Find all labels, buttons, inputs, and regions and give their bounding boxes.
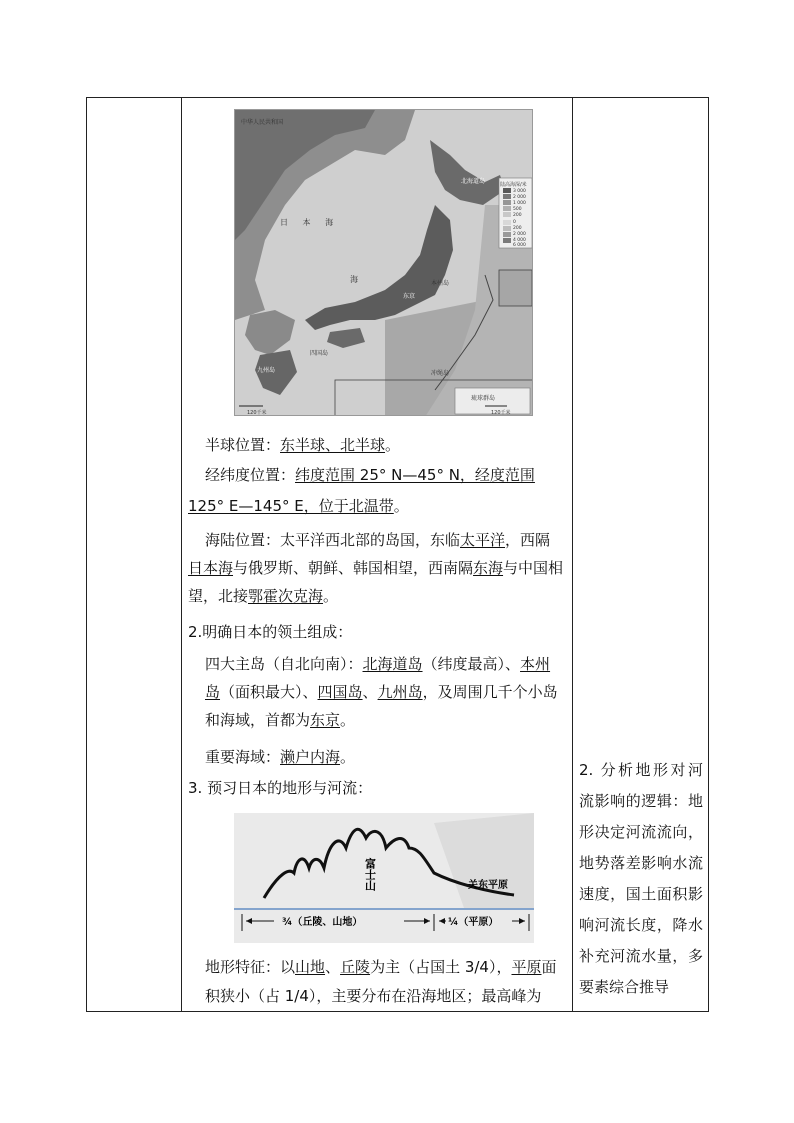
- answer-east-sea: 东海: [473, 559, 504, 577]
- p1-end: 。: [385, 436, 401, 454]
- p2-answer-2: 125° E—145° E，位于北温带: [188, 497, 394, 515]
- legend-value-4: 200: [513, 213, 522, 218]
- fuji-label: 富士山: [363, 858, 377, 891]
- legend-value-6: 200: [513, 226, 522, 231]
- p6-b: 、: [325, 958, 341, 976]
- hills-mountains-range: ¾（丘陵、山地）: [282, 917, 363, 928]
- p3-c: 与俄罗斯、朝鲜、韩国相望，西南隔: [233, 559, 474, 577]
- label-sea-char: 海: [350, 275, 358, 284]
- answer-mountain: 山地: [295, 958, 326, 976]
- p4-b: （纬度最高）、: [422, 655, 521, 673]
- p4-a: 四大主岛（自北向南）：: [205, 655, 363, 673]
- kanto-plain-label: 关东平原: [468, 880, 508, 891]
- answer-honshu: 本州岛: [205, 655, 551, 701]
- content-column: [182, 98, 572, 1011]
- p6-d: 面积狭小（占 1/4），主要分布在沿海地区；最高峰为: [205, 958, 557, 1005]
- territory-composition: [188, 650, 564, 734]
- answer-tokyo: 东京: [310, 711, 341, 729]
- legend-value-0: 3 000: [513, 189, 526, 194]
- p4-end: 。: [340, 711, 356, 729]
- heading-2-text: 2.明确日本的领土组成：: [188, 623, 353, 641]
- p4-e: ，及周围几千个小岛和海域，首都为: [205, 683, 558, 729]
- legend-value-2: 1 000: [513, 201, 526, 206]
- p1-label: 半球位置：: [205, 436, 281, 454]
- p3-a: 海陆位置：太平洋西北部的岛国，东临: [205, 531, 461, 549]
- section-2-heading: [188, 620, 564, 645]
- legend-title: 陆高海深/米: [500, 182, 527, 188]
- p3-b: ，西隔: [505, 531, 551, 549]
- answer-hill: 丘陵: [340, 958, 371, 976]
- analysis-note: 2. 分析地形对河流影响的逻辑：地形决定河流流向，地势落差影响水流速度，国土面积影响河流长度，降水补充河流水量，多要素综合推导: [579, 761, 703, 996]
- legend-value-5: 0: [513, 220, 516, 225]
- label-okinawa: 冲绳岛: [431, 370, 450, 377]
- label-honshu: 本州岛: [431, 280, 450, 287]
- p1-answer: 东半球、北半球: [280, 436, 386, 454]
- label-shikoku: 四国岛: [310, 350, 329, 357]
- scale-main: 120千米: [247, 410, 267, 416]
- heading-3-text: 3. 预习日本的地形与河流：: [188, 779, 373, 797]
- hemisphere-position: [188, 433, 581, 458]
- answer-shikoku: 四国岛: [317, 683, 363, 701]
- plain-range: ¼（平原）: [448, 917, 499, 928]
- label-hokkaido: 北海道岛: [461, 178, 486, 185]
- p6-c: 为主（占国土 3/4），: [370, 958, 512, 976]
- legend-value-3: 500: [513, 207, 522, 212]
- map-title: 中华人民共和国: [241, 119, 284, 126]
- p5-end: 。: [340, 748, 356, 766]
- label-nihon-sea: 日 本 海: [280, 218, 340, 227]
- answer-kyushu: 九州岛: [377, 683, 423, 701]
- legend-value-7: 2 000: [513, 232, 526, 237]
- section-3-heading: [188, 776, 564, 801]
- sea-land-position: [188, 526, 564, 610]
- label-ryukyu: 琉球群岛: [471, 395, 496, 402]
- label-tokyo: 东京: [403, 293, 416, 300]
- p2-label: 经纬度位置：: [205, 466, 296, 484]
- label-kyushu: 九州岛: [257, 367, 276, 374]
- p6-a: 地形特征：以: [205, 958, 296, 976]
- lesson-table: [86, 97, 709, 1012]
- answer-okhotsk: 鄂霍次克海: [248, 587, 324, 605]
- terrain-features: [188, 953, 564, 1011]
- legend-value-9: 6 000: [513, 243, 526, 248]
- p5-label: 重要海域：: [205, 748, 281, 766]
- p2-answer-1: 纬度范围 25° N—45° N，经度范围: [295, 466, 535, 484]
- answer-plain: 平原: [511, 958, 542, 976]
- scale-inset: 120千米: [491, 410, 511, 416]
- answer-pacific: 太平洋: [460, 531, 506, 549]
- p2-end: 。: [393, 497, 409, 515]
- p3-d: 与中国相望，北接: [188, 559, 564, 605]
- answer-hokkaido: 北海道岛: [362, 655, 423, 673]
- important-sea: [188, 745, 581, 770]
- answer-seto-inland-sea: 濑户内海: [280, 748, 341, 766]
- terrain-profile-diagram: [234, 813, 534, 943]
- legend-value-8: 4 000: [513, 238, 526, 243]
- japan-relief-map: [234, 109, 533, 416]
- teaching-notes-column: [573, 98, 709, 1011]
- answer-japan-sea: 日本海: [188, 559, 234, 577]
- p4-d: 、: [362, 683, 378, 701]
- p3-end: 。: [323, 587, 339, 605]
- latlon-position: [188, 463, 564, 519]
- legend-value-1: 2 000: [513, 195, 526, 200]
- p4-c: （面积最大）、: [220, 683, 318, 701]
